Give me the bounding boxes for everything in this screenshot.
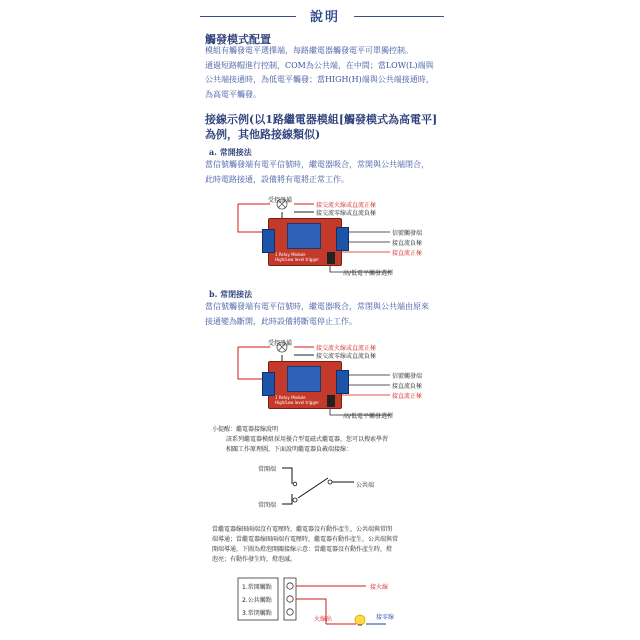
explanation-line: 開端導通，下圖為燈泡開關接線示意：當繼電器沒有動作產生時，燈 xyxy=(212,546,393,553)
contact-item-3: 3.常閉觸點 xyxy=(242,610,272,617)
header-line-left xyxy=(200,16,296,17)
positive-label: 接直流正極 xyxy=(392,393,423,400)
wiring-title-line: 接線示例(以1路繼電器模組[觸發模式為高電平] xyxy=(205,113,438,126)
relay-block xyxy=(287,223,321,249)
jumper-label: 高/低電平觸發選擇 xyxy=(343,413,394,420)
explanation-line: 當繼電器線圈兩端沒有電壓時，繼電器沒有動作產生，公共端與常閉 xyxy=(212,526,393,533)
tips-line: 相關工作原理圖，下面說明繼電器負載端接線： xyxy=(226,446,353,453)
trigger-line: 為高電平觸發。 xyxy=(205,89,261,99)
trigger-jumper xyxy=(327,252,335,264)
relay-block xyxy=(287,366,321,392)
board-label-2: High/Low level trigger xyxy=(275,400,319,405)
wiring-section-title xyxy=(205,112,437,142)
negative-label: 接直流負極 xyxy=(392,383,423,390)
example-b-title: b. 常閉接法 xyxy=(209,289,253,299)
example-b-paragraph xyxy=(205,300,445,329)
trigger-paragraph xyxy=(205,44,445,102)
relay-board-a xyxy=(268,218,342,266)
relay-diagram-b xyxy=(230,335,430,425)
device-label: 受控設備 xyxy=(268,197,293,204)
live-label: 接火線 xyxy=(370,584,389,591)
tips-line: 該系列繼電器模組採用優合型電磁式繼電器，您可以搜索學習 xyxy=(226,436,389,443)
wiring-title-line: 為例，其他路接線類似) xyxy=(205,128,321,141)
common-label: 公共端 xyxy=(356,482,375,489)
trigger-section-title: 觸發模式配置 xyxy=(205,33,271,46)
trigger-line: 通過短路帽進行控制，COM為公共端，在中間；當LOW(L)端與 xyxy=(205,60,434,70)
trigger-line: 模組有觸發電平選擇端，每路繼電器觸發電平可單獨控制。 xyxy=(205,46,413,55)
example-b-line: 當信號觸發端有電平信號時，繼電器吸合，常閉與公共端由原來 xyxy=(205,302,429,311)
example-a-paragraph xyxy=(205,158,445,187)
page-title: 說明 xyxy=(309,10,340,25)
board-label-1: 1 Relay Module xyxy=(275,252,306,257)
relay-board-b xyxy=(268,361,342,409)
trigger-line: 公共端接通時，為低電平觸發；當HIGH(H)端與公共端接通時， xyxy=(205,75,434,84)
explanation-line: 端導通；當繼電器線圈兩端有電壓時，繼電器有動作產生，公共端與常 xyxy=(212,536,399,543)
tips-title: 小提醒：繼電器接線說明 xyxy=(212,426,279,433)
header-line-right xyxy=(354,16,444,17)
board-label-1: 1 Relay Module xyxy=(275,395,306,400)
load-terminal xyxy=(262,229,275,253)
tips-block xyxy=(212,425,452,455)
explanation-block xyxy=(212,525,452,565)
example-b-line: 接通變為斷開，此時設備將斷電停止工作。 xyxy=(205,316,357,326)
live-in-label: 接交流火線或直流正極 xyxy=(316,202,377,209)
normally-closed-label: 常閉端 xyxy=(258,502,277,509)
trigger-jumper xyxy=(327,395,335,407)
contact-diagram xyxy=(250,460,410,520)
neutral-label: 接零線 xyxy=(376,614,395,621)
jumper-label: 高/低電平觸發選擇 xyxy=(343,270,394,277)
tips-lines xyxy=(212,435,452,455)
signal-label: 信號觸發端 xyxy=(392,373,423,380)
signal-terminal xyxy=(336,227,349,251)
positive-label: 接直流正極 xyxy=(392,250,423,257)
lamp-wiring-diagram xyxy=(236,574,416,640)
live-out-label: 火線出 xyxy=(314,616,333,623)
contact-item-2: 2.公共觸點 xyxy=(242,597,272,604)
load-terminal xyxy=(262,372,275,396)
normally-open-label: 常開端 xyxy=(258,466,277,473)
neutral-in-label: 接交流零線或直流負極 xyxy=(316,210,377,217)
example-a-title: a. 常開接法 xyxy=(209,147,252,157)
neutral-in-label: 接交流零線或直流負極 xyxy=(316,353,377,360)
contact-item-1: 1.常開觸點 xyxy=(242,584,272,591)
example-a-line: 當信號觸發端有電平信號時，繼電器吸合，常開與公共端閉合， xyxy=(205,160,429,169)
signal-terminal xyxy=(336,370,349,394)
example-a-line: 此時電路接通，設備將有電將正常工作。 xyxy=(205,174,349,184)
signal-label: 信號觸發端 xyxy=(392,230,423,237)
board-label-2: High/Low level trigger xyxy=(275,257,319,262)
negative-label: 接直流負極 xyxy=(392,240,423,247)
explanation-line: 泡亮；有動作發生時，燈泡滅。 xyxy=(212,556,297,563)
live-in-label: 接交流火線或直流正極 xyxy=(316,345,377,352)
device-label: 受控設備 xyxy=(268,340,293,347)
relay-diagram-a xyxy=(230,192,430,282)
